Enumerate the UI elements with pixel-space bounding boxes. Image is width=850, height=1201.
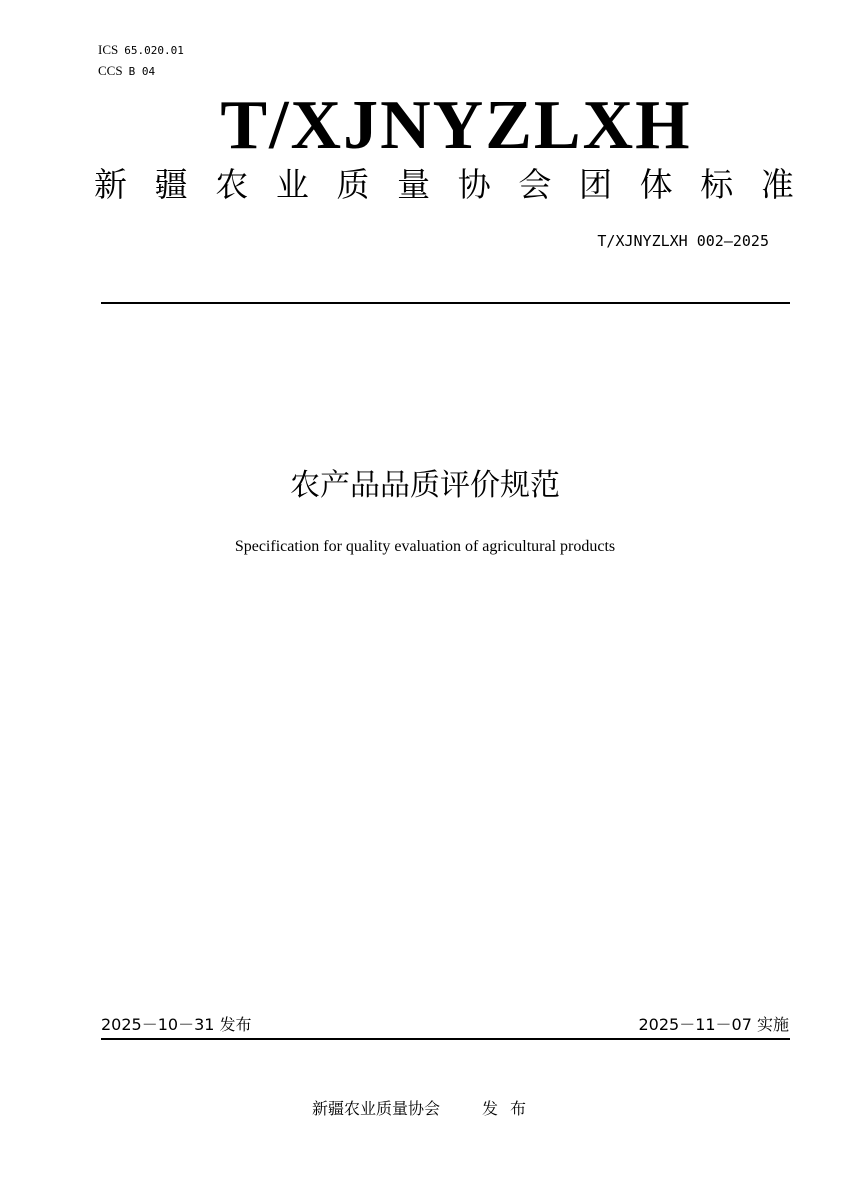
org-name-char: 农 xyxy=(215,165,249,204)
org-name-char: 业 xyxy=(275,165,309,204)
org-name-char: 团 xyxy=(579,165,612,204)
ccs-value: B 04 xyxy=(128,65,156,78)
ics-line xyxy=(98,42,184,59)
organization-name xyxy=(94,162,794,208)
org-name-char: 新 xyxy=(94,165,127,204)
ics-value: 65.020.01 xyxy=(124,44,184,57)
publish-date: 2025－10－31 发布 xyxy=(101,1015,252,1034)
footer-divider xyxy=(101,1038,790,1040)
org-name-char: 标 xyxy=(700,165,734,204)
ics-label: ICS xyxy=(98,42,119,57)
document-title-chinese: 农产品品质评价规范 xyxy=(290,468,560,503)
standard-number: T/XJNYZLXH 002—2025 xyxy=(597,232,769,250)
publisher-line xyxy=(0,1098,850,1120)
org-name-char: 量 xyxy=(397,165,431,204)
organization-code: T/XJNYZLXH xyxy=(220,87,692,164)
org-name-char: 会 xyxy=(518,165,552,204)
org-name-char: 疆 xyxy=(154,165,188,204)
org-name-char: 准 xyxy=(760,165,794,204)
org-name-char: 体 xyxy=(639,165,673,204)
publisher-name: 新疆农业质量协会 xyxy=(311,1099,440,1118)
effective-date: 2025－11－07 实施 xyxy=(638,1015,789,1034)
publish-word: 发布 xyxy=(482,1099,539,1118)
header-divider xyxy=(101,302,790,304)
org-name-char: 协 xyxy=(457,165,491,204)
document-title-english: Specification for quality evaluation of agricultural products xyxy=(234,538,616,555)
ccs-line xyxy=(98,63,155,80)
ccs-label: CCS xyxy=(98,63,123,78)
org-name-char: 质 xyxy=(336,165,370,204)
